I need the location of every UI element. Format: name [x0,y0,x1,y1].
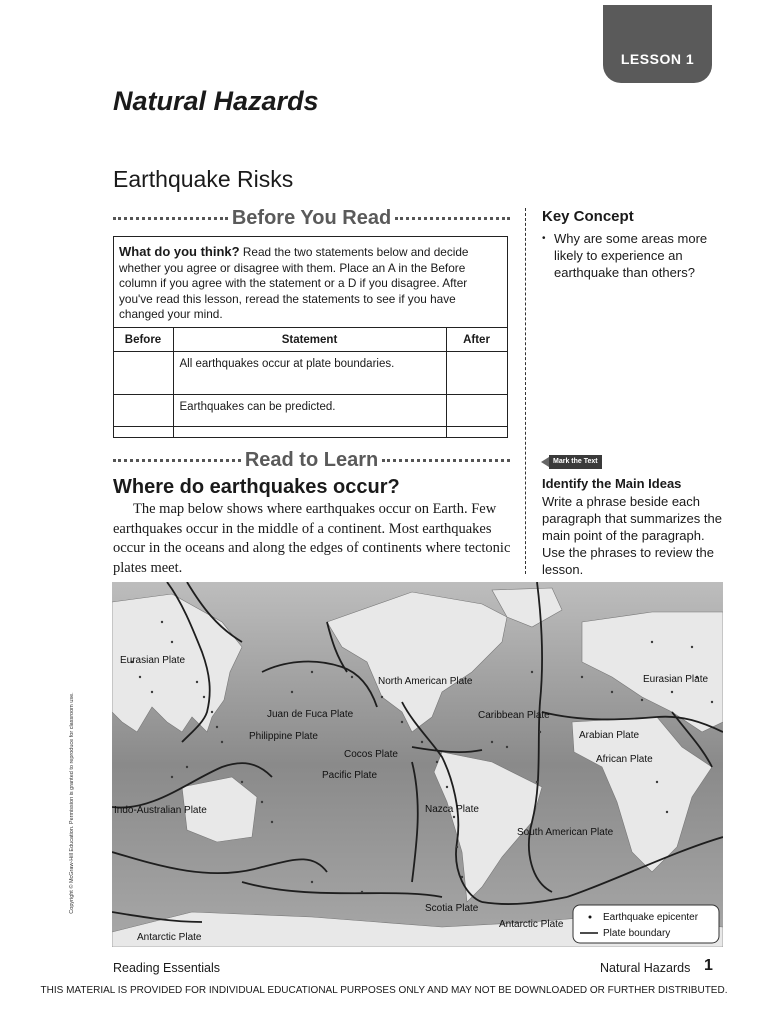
prompt-bold: What do you think? [119,244,240,259]
footer-left: Reading Essentials [113,961,221,975]
mark-the-text-label: Mark the Text [549,455,602,469]
table-row [113,352,507,395]
lesson-subtitle: Earthquake Risks [113,166,294,192]
before-you-read-label: Before You Read [231,207,392,229]
after-answer-cell[interactable] [446,352,507,395]
plate-label: Pacific Plate [322,770,378,781]
section-question: Where do earthquakes occur? [113,476,400,498]
plate-label: Antarctic Plate [137,932,202,943]
key-concept-list [542,230,722,281]
plate-label: Antarctic Plate [499,919,564,930]
before-answer-cell[interactable] [113,395,173,438]
dotted-rule [395,217,510,220]
statement-cell: All earthquakes occur at plate boundaries. [173,352,446,395]
before-you-read-heading [113,207,510,230]
dotted-rule [113,217,228,220]
copyright-notice: Copyright © McGraw-Hill Education. Permission is granted to reproduce for classroom use. [69,692,75,914]
mark-the-text-tag [541,455,602,469]
legend-boundary-label: Plate boundary [603,928,671,939]
plate-label: South American Plate [517,827,614,838]
plate-label: North American Plate [378,676,473,687]
body-paragraph: The map below shows where earthquakes occur on Earth. Few earthquakes occur in the middle of a continent. Most earthquakes occur in the oceans and along the edges of continents where tectonic plates meet. [113,501,511,576]
epicenter-legend-dot [589,916,592,919]
plate-label: Arabian Plate [579,730,640,741]
prompt-text: Read the two statements below and decide whether you agree or disagree with them. Place an A in the Before column if you agree with the statement or a D if you disagree. After you've read this lesson, reread the statements to see if you have changed your mind. [119,245,469,321]
column-header-after: After [446,328,507,352]
footer-right: Natural Hazards [600,961,691,975]
plate-label: Nazca Plate [425,804,479,815]
table-row [113,395,507,438]
read-to-learn-heading [113,449,510,472]
plate-label: Eurasian Plate [643,674,709,685]
plate-label: African Plate [596,754,653,765]
after-answer-cell[interactable] [446,395,507,438]
world-plate-map [112,582,723,947]
lesson-tab-label: LESSON 1 [620,51,695,67]
legend-epicenter-label: Earthquake epicenter [603,912,699,923]
before-answer-cell[interactable] [113,352,173,395]
dotted-rule [382,459,510,462]
key-concept-title: Key Concept [542,208,634,225]
what-do-you-think-text [119,244,503,323]
plate-label: Cocos Plate [344,749,398,760]
plate-label: Scotia Plate [425,903,479,914]
plate-label: Indo-Australian Plate [114,805,207,816]
column-header-statement: Statement [173,328,446,352]
statement-cell: Earthquakes can be predicted. [173,395,446,438]
identify-main-ideas-title: Identify the Main Ideas [542,476,682,491]
key-concept-item: • Why are some areas more likely to experience an earthquake than others? [542,230,722,281]
plate-label: Eurasian Plate [120,655,186,666]
plate-label: Caribbean Plate [478,710,550,721]
plate-label: Juan de Fuca Plate [267,709,354,720]
page-number: 1 [704,957,713,974]
lesson-tab [603,5,712,83]
table-header-row [113,328,507,352]
pencil-tip-icon [541,457,549,467]
identify-main-ideas-text: Write a phrase beside each paragraph that summarizes the main point of the paragraph. Use the phrases to review the lesson. [542,494,722,577]
dotted-rule [113,459,241,462]
column-header-before: Before [113,328,173,352]
read-to-learn-label: Read to Learn [244,449,379,471]
distribution-notice: THIS MATERIAL IS PROVIDED FOR INDIVIDUAL EDUCATIONAL PURPOSES ONLY AND MAY NOT BE DOWNLOADED OR FURTHER DISTRIBUTED. [40,985,728,996]
what-do-you-think-box [113,236,508,427]
plate-label: Philippine Plate [249,731,318,742]
page-title: Natural Hazards [113,86,319,116]
anticipation-table [113,327,508,438]
column-divider [525,208,526,574]
map-legend [573,905,719,943]
